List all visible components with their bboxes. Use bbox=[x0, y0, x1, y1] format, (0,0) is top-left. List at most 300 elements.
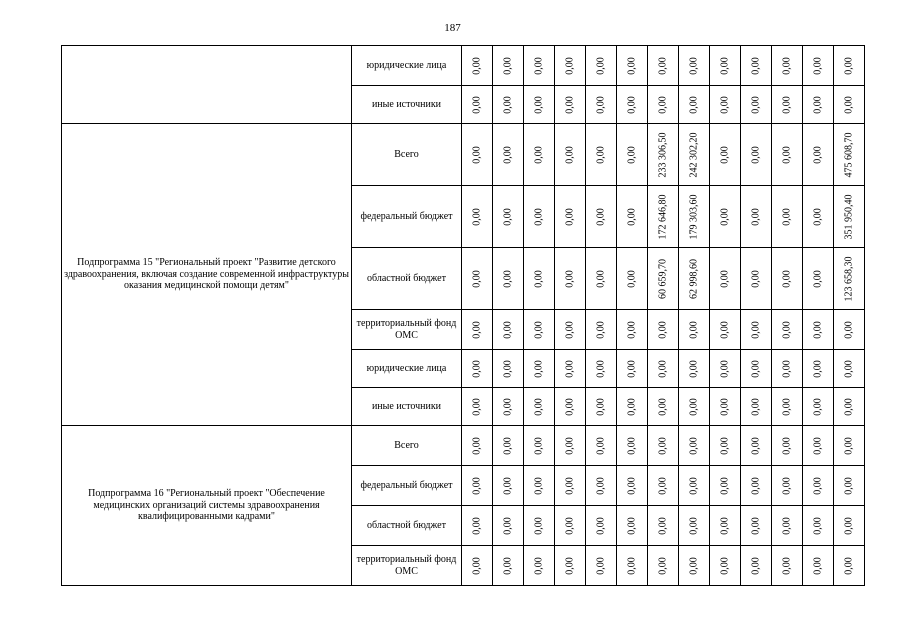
value-text: 0,00 bbox=[502, 95, 514, 114]
value-text: 0,00 bbox=[688, 476, 700, 495]
value-cell bbox=[555, 248, 586, 310]
value-cell bbox=[803, 426, 834, 466]
value-cell bbox=[493, 350, 524, 388]
value-cell bbox=[710, 186, 741, 248]
value-cell bbox=[617, 310, 648, 350]
value-text: 0,00 bbox=[595, 95, 607, 114]
value-cell bbox=[834, 426, 865, 466]
value-cell bbox=[617, 546, 648, 586]
value-text: 0,00 bbox=[564, 269, 576, 288]
value-cell bbox=[679, 506, 710, 546]
value-cell bbox=[493, 86, 524, 124]
value-text: 0,00 bbox=[626, 556, 638, 575]
value-cell bbox=[493, 466, 524, 506]
value-cell bbox=[493, 124, 524, 186]
value-cell bbox=[772, 248, 803, 310]
value-text: 0,00 bbox=[719, 436, 731, 455]
value-text: 0,00 bbox=[719, 56, 731, 75]
value-text: 0,00 bbox=[626, 320, 638, 339]
value-cell bbox=[772, 466, 803, 506]
value-cell bbox=[710, 426, 741, 466]
value-cell bbox=[462, 86, 493, 124]
value-text: 123 658,30 bbox=[843, 256, 855, 301]
value-text: 0,00 bbox=[471, 207, 483, 226]
value-cell bbox=[555, 388, 586, 426]
table-row bbox=[62, 426, 865, 466]
value-text: 0,00 bbox=[719, 359, 731, 378]
value-cell bbox=[524, 426, 555, 466]
value-text: 0,00 bbox=[812, 476, 824, 495]
value-text: 0,00 bbox=[843, 359, 855, 378]
value-text: 0,00 bbox=[812, 397, 824, 416]
value-text: 0,00 bbox=[781, 320, 793, 339]
value-text: 0,00 bbox=[843, 516, 855, 535]
value-cell bbox=[772, 546, 803, 586]
funding-source-cell: областной бюджет bbox=[352, 506, 462, 546]
value-text: 0,00 bbox=[533, 207, 545, 226]
value-text: 0,00 bbox=[781, 397, 793, 416]
value-text: 0,00 bbox=[595, 359, 607, 378]
value-text: 0,00 bbox=[750, 436, 762, 455]
value-cell bbox=[741, 506, 772, 546]
value-cell bbox=[586, 186, 617, 248]
value-cell bbox=[834, 350, 865, 388]
value-text: 0,00 bbox=[564, 436, 576, 455]
value-text: 0,00 bbox=[595, 556, 607, 575]
budget-table-body bbox=[62, 46, 865, 586]
value-cell bbox=[524, 124, 555, 186]
value-text: 0,00 bbox=[750, 95, 762, 114]
value-cell bbox=[524, 46, 555, 86]
value-text: 0,00 bbox=[471, 269, 483, 288]
value-text: 0,00 bbox=[657, 476, 669, 495]
funding-source-cell: территориальный фонд ОМС bbox=[352, 546, 462, 586]
value-cell bbox=[462, 466, 493, 506]
value-text: 179 303,60 bbox=[688, 194, 700, 239]
value-text: 0,00 bbox=[471, 145, 483, 164]
value-cell bbox=[524, 466, 555, 506]
value-cell bbox=[772, 426, 803, 466]
value-cell bbox=[834, 46, 865, 86]
value-cell bbox=[555, 124, 586, 186]
value-cell bbox=[741, 248, 772, 310]
value-cell bbox=[741, 124, 772, 186]
value-text: 0,00 bbox=[533, 56, 545, 75]
value-cell bbox=[493, 310, 524, 350]
value-text: 0,00 bbox=[750, 359, 762, 378]
value-cell bbox=[679, 310, 710, 350]
value-text: 0,00 bbox=[533, 145, 545, 164]
value-cell bbox=[555, 506, 586, 546]
value-cell bbox=[586, 388, 617, 426]
value-text: 0,00 bbox=[750, 269, 762, 288]
value-cell bbox=[462, 426, 493, 466]
value-cell bbox=[679, 46, 710, 86]
value-text: 0,00 bbox=[564, 145, 576, 164]
value-text: 0,00 bbox=[688, 359, 700, 378]
value-cell bbox=[555, 546, 586, 586]
value-cell bbox=[710, 546, 741, 586]
value-cell bbox=[524, 506, 555, 546]
value-text: 0,00 bbox=[843, 476, 855, 495]
value-text: 0,00 bbox=[626, 397, 638, 416]
value-cell bbox=[803, 546, 834, 586]
value-text: 0,00 bbox=[781, 359, 793, 378]
value-text: 0,00 bbox=[812, 95, 824, 114]
value-cell bbox=[617, 466, 648, 506]
value-text: 0,00 bbox=[657, 56, 669, 75]
value-cell bbox=[462, 310, 493, 350]
value-text: 0,00 bbox=[812, 436, 824, 455]
value-cell bbox=[648, 388, 679, 426]
value-cell bbox=[834, 546, 865, 586]
value-text: 0,00 bbox=[781, 95, 793, 114]
value-cell bbox=[462, 248, 493, 310]
value-cell bbox=[741, 86, 772, 124]
value-text: 0,00 bbox=[781, 207, 793, 226]
budget-table bbox=[61, 45, 865, 586]
value-text: 233 306,50 bbox=[657, 132, 669, 177]
value-cell bbox=[772, 350, 803, 388]
value-text: 0,00 bbox=[719, 95, 731, 114]
value-text: 0,00 bbox=[750, 56, 762, 75]
value-cell bbox=[772, 506, 803, 546]
value-text: 0,00 bbox=[812, 359, 824, 378]
value-cell bbox=[524, 310, 555, 350]
value-text: 0,00 bbox=[471, 397, 483, 416]
value-text: 0,00 bbox=[595, 397, 607, 416]
value-text: 0,00 bbox=[688, 320, 700, 339]
value-text: 0,00 bbox=[843, 436, 855, 455]
value-cell bbox=[555, 466, 586, 506]
value-cell bbox=[834, 388, 865, 426]
value-cell bbox=[493, 388, 524, 426]
value-cell bbox=[772, 388, 803, 426]
funding-source-cell: территориальный фонд ОМС bbox=[352, 310, 462, 350]
value-cell bbox=[462, 388, 493, 426]
value-cell bbox=[617, 248, 648, 310]
value-cell bbox=[586, 310, 617, 350]
value-cell bbox=[493, 506, 524, 546]
value-cell bbox=[710, 466, 741, 506]
value-cell bbox=[617, 426, 648, 466]
value-text: 0,00 bbox=[657, 397, 669, 416]
value-cell bbox=[834, 124, 865, 186]
page-number: 187 bbox=[444, 22, 461, 34]
funding-source-cell: юридические лица bbox=[352, 46, 462, 86]
value-text: 0,00 bbox=[812, 320, 824, 339]
value-cell bbox=[803, 350, 834, 388]
value-text: 0,00 bbox=[564, 476, 576, 495]
value-cell bbox=[803, 46, 834, 86]
value-cell bbox=[679, 388, 710, 426]
value-cell bbox=[772, 46, 803, 86]
funding-source-cell: иные источники bbox=[352, 86, 462, 124]
value-cell bbox=[617, 86, 648, 124]
value-cell bbox=[586, 350, 617, 388]
value-text: 0,00 bbox=[533, 476, 545, 495]
value-text: 0,00 bbox=[471, 476, 483, 495]
value-text: 0,00 bbox=[595, 516, 607, 535]
value-cell bbox=[586, 506, 617, 546]
value-cell bbox=[462, 506, 493, 546]
value-text: 0,00 bbox=[843, 397, 855, 416]
funding-source-cell: юридические лица bbox=[352, 350, 462, 388]
value-text: 0,00 bbox=[626, 95, 638, 114]
value-cell bbox=[741, 350, 772, 388]
value-text: 0,00 bbox=[781, 516, 793, 535]
value-text: 0,00 bbox=[750, 516, 762, 535]
value-text: 0,00 bbox=[812, 556, 824, 575]
value-text: 0,00 bbox=[626, 476, 638, 495]
value-cell bbox=[803, 466, 834, 506]
value-text: 0,00 bbox=[781, 556, 793, 575]
value-cell bbox=[679, 546, 710, 586]
value-cell bbox=[741, 426, 772, 466]
value-cell bbox=[617, 186, 648, 248]
value-cell bbox=[741, 310, 772, 350]
program-name-cell: Подпрограмма 15 "Региональный проект "Развитие детского здравоохранения, включая создание современной инфраструктуры оказания медицинской помощи детям" bbox=[62, 124, 352, 426]
value-cell bbox=[586, 426, 617, 466]
funding-source-cell: федеральный бюджет bbox=[352, 186, 462, 248]
value-text: 62 998,60 bbox=[688, 258, 700, 299]
value-text: 0,00 bbox=[626, 207, 638, 226]
value-text: 0,00 bbox=[719, 145, 731, 164]
value-cell bbox=[710, 46, 741, 86]
value-cell bbox=[617, 388, 648, 426]
value-cell bbox=[524, 388, 555, 426]
value-text: 0,00 bbox=[502, 269, 514, 288]
value-text: 0,00 bbox=[719, 476, 731, 495]
value-text: 0,00 bbox=[502, 436, 514, 455]
value-text: 0,00 bbox=[471, 56, 483, 75]
value-text: 0,00 bbox=[595, 56, 607, 75]
value-text: 0,00 bbox=[502, 359, 514, 378]
value-cell bbox=[462, 350, 493, 388]
value-cell bbox=[493, 46, 524, 86]
value-text: 0,00 bbox=[719, 397, 731, 416]
value-text: 0,00 bbox=[781, 476, 793, 495]
value-text: 0,00 bbox=[564, 359, 576, 378]
value-text: 0,00 bbox=[533, 556, 545, 575]
value-text: 0,00 bbox=[812, 56, 824, 75]
value-text: 0,00 bbox=[471, 95, 483, 114]
value-text: 0,00 bbox=[626, 436, 638, 455]
value-cell bbox=[710, 310, 741, 350]
value-text: 0,00 bbox=[533, 397, 545, 416]
value-cell bbox=[555, 426, 586, 466]
value-cell bbox=[679, 466, 710, 506]
value-text: 0,00 bbox=[843, 56, 855, 75]
value-cell bbox=[462, 124, 493, 186]
value-cell bbox=[648, 124, 679, 186]
value-cell bbox=[555, 350, 586, 388]
value-text: 0,00 bbox=[595, 269, 607, 288]
value-text: 0,00 bbox=[812, 516, 824, 535]
value-cell bbox=[679, 350, 710, 388]
value-cell bbox=[803, 248, 834, 310]
value-text: 0,00 bbox=[843, 556, 855, 575]
value-text: 0,00 bbox=[595, 476, 607, 495]
value-text: 0,00 bbox=[688, 436, 700, 455]
value-text: 0,00 bbox=[502, 476, 514, 495]
value-text: 0,00 bbox=[502, 145, 514, 164]
value-cell bbox=[617, 46, 648, 86]
table-row bbox=[62, 124, 865, 186]
value-text: 0,00 bbox=[595, 145, 607, 164]
value-cell bbox=[803, 506, 834, 546]
value-cell bbox=[710, 248, 741, 310]
value-text: 475 608,70 bbox=[843, 132, 855, 177]
value-cell bbox=[803, 124, 834, 186]
value-text: 0,00 bbox=[564, 556, 576, 575]
value-text: 0,00 bbox=[812, 145, 824, 164]
value-text: 0,00 bbox=[657, 516, 669, 535]
value-cell bbox=[648, 186, 679, 248]
value-cell bbox=[648, 248, 679, 310]
value-text: 0,00 bbox=[533, 95, 545, 114]
value-cell bbox=[679, 124, 710, 186]
funding-source-cell: областной бюджет bbox=[352, 248, 462, 310]
value-cell bbox=[648, 426, 679, 466]
value-text: 0,00 bbox=[564, 56, 576, 75]
value-text: 0,00 bbox=[564, 516, 576, 535]
value-text: 0,00 bbox=[750, 556, 762, 575]
value-text: 0,00 bbox=[471, 516, 483, 535]
value-cell bbox=[524, 248, 555, 310]
value-text: 0,00 bbox=[750, 320, 762, 339]
value-text: 0,00 bbox=[750, 397, 762, 416]
value-cell bbox=[648, 350, 679, 388]
value-text: 0,00 bbox=[502, 207, 514, 226]
value-text: 0,00 bbox=[719, 556, 731, 575]
value-cell bbox=[586, 46, 617, 86]
value-cell bbox=[834, 310, 865, 350]
value-text: 0,00 bbox=[595, 436, 607, 455]
value-cell bbox=[462, 546, 493, 586]
value-text: 0,00 bbox=[750, 476, 762, 495]
value-cell bbox=[648, 86, 679, 124]
value-cell bbox=[524, 86, 555, 124]
value-cell bbox=[555, 186, 586, 248]
value-cell bbox=[679, 248, 710, 310]
value-text: 0,00 bbox=[533, 359, 545, 378]
value-text: 0,00 bbox=[564, 95, 576, 114]
value-cell bbox=[493, 248, 524, 310]
value-text: 0,00 bbox=[657, 359, 669, 378]
value-cell bbox=[586, 86, 617, 124]
value-cell bbox=[679, 426, 710, 466]
funding-source-cell: Всего bbox=[352, 426, 462, 466]
funding-source-cell: иные источники bbox=[352, 388, 462, 426]
value-text: 0,00 bbox=[595, 320, 607, 339]
value-cell bbox=[710, 124, 741, 186]
value-cell bbox=[803, 86, 834, 124]
value-cell bbox=[524, 350, 555, 388]
value-cell bbox=[741, 388, 772, 426]
value-cell bbox=[555, 86, 586, 124]
value-cell bbox=[834, 506, 865, 546]
value-text: 242 302,20 bbox=[688, 132, 700, 177]
value-cell bbox=[493, 546, 524, 586]
value-text: 0,00 bbox=[471, 556, 483, 575]
value-cell bbox=[741, 46, 772, 86]
value-cell bbox=[555, 310, 586, 350]
value-text: 0,00 bbox=[843, 320, 855, 339]
value-text: 0,00 bbox=[502, 56, 514, 75]
value-text: 0,00 bbox=[688, 516, 700, 535]
value-cell bbox=[524, 186, 555, 248]
value-text: 0,00 bbox=[781, 56, 793, 75]
value-text: 0,00 bbox=[626, 56, 638, 75]
value-text: 0,00 bbox=[471, 320, 483, 339]
value-cell bbox=[493, 426, 524, 466]
value-cell bbox=[617, 506, 648, 546]
value-text: 0,00 bbox=[843, 95, 855, 114]
value-text: 0,00 bbox=[812, 207, 824, 226]
value-cell bbox=[648, 310, 679, 350]
table-row bbox=[62, 46, 865, 86]
value-text: 172 646,80 bbox=[657, 194, 669, 239]
value-cell bbox=[679, 86, 710, 124]
value-text: 0,00 bbox=[719, 516, 731, 535]
value-cell bbox=[741, 466, 772, 506]
value-text: 0,00 bbox=[688, 556, 700, 575]
value-text: 0,00 bbox=[626, 145, 638, 164]
value-text: 0,00 bbox=[502, 516, 514, 535]
value-text: 0,00 bbox=[719, 320, 731, 339]
value-cell bbox=[679, 186, 710, 248]
value-cell bbox=[710, 388, 741, 426]
value-text: 0,00 bbox=[781, 145, 793, 164]
value-text: 0,00 bbox=[657, 95, 669, 114]
value-text: 0,00 bbox=[471, 436, 483, 455]
value-text: 0,00 bbox=[502, 320, 514, 339]
value-cell bbox=[617, 350, 648, 388]
program-name-cell: Подпрограмма 16 "Региональный проект "Обеспечение медицинских организаций системы здравоохранения квалифицированными кадрами" bbox=[62, 426, 352, 586]
value-text: 0,00 bbox=[657, 320, 669, 339]
value-text: 0,00 bbox=[812, 269, 824, 288]
value-cell bbox=[586, 124, 617, 186]
value-cell bbox=[834, 86, 865, 124]
value-text: 0,00 bbox=[657, 556, 669, 575]
value-cell bbox=[772, 310, 803, 350]
value-text: 351 950,40 bbox=[843, 194, 855, 239]
value-text: 0,00 bbox=[564, 207, 576, 226]
value-text: 0,00 bbox=[657, 436, 669, 455]
value-text: 0,00 bbox=[626, 359, 638, 378]
value-text: 0,00 bbox=[719, 207, 731, 226]
value-text: 0,00 bbox=[502, 556, 514, 575]
value-cell bbox=[803, 388, 834, 426]
value-text: 0,00 bbox=[595, 207, 607, 226]
value-text: 0,00 bbox=[688, 397, 700, 416]
value-cell bbox=[741, 186, 772, 248]
value-cell bbox=[555, 46, 586, 86]
value-text: 0,00 bbox=[564, 397, 576, 416]
value-text: 0,00 bbox=[626, 516, 638, 535]
value-cell bbox=[803, 310, 834, 350]
value-cell bbox=[648, 546, 679, 586]
value-text: 60 659,70 bbox=[657, 258, 669, 299]
value-cell bbox=[462, 46, 493, 86]
value-cell bbox=[710, 86, 741, 124]
value-text: 0,00 bbox=[502, 397, 514, 416]
value-cell bbox=[648, 506, 679, 546]
value-text: 0,00 bbox=[719, 269, 731, 288]
value-cell bbox=[524, 546, 555, 586]
value-text: 0,00 bbox=[750, 207, 762, 226]
